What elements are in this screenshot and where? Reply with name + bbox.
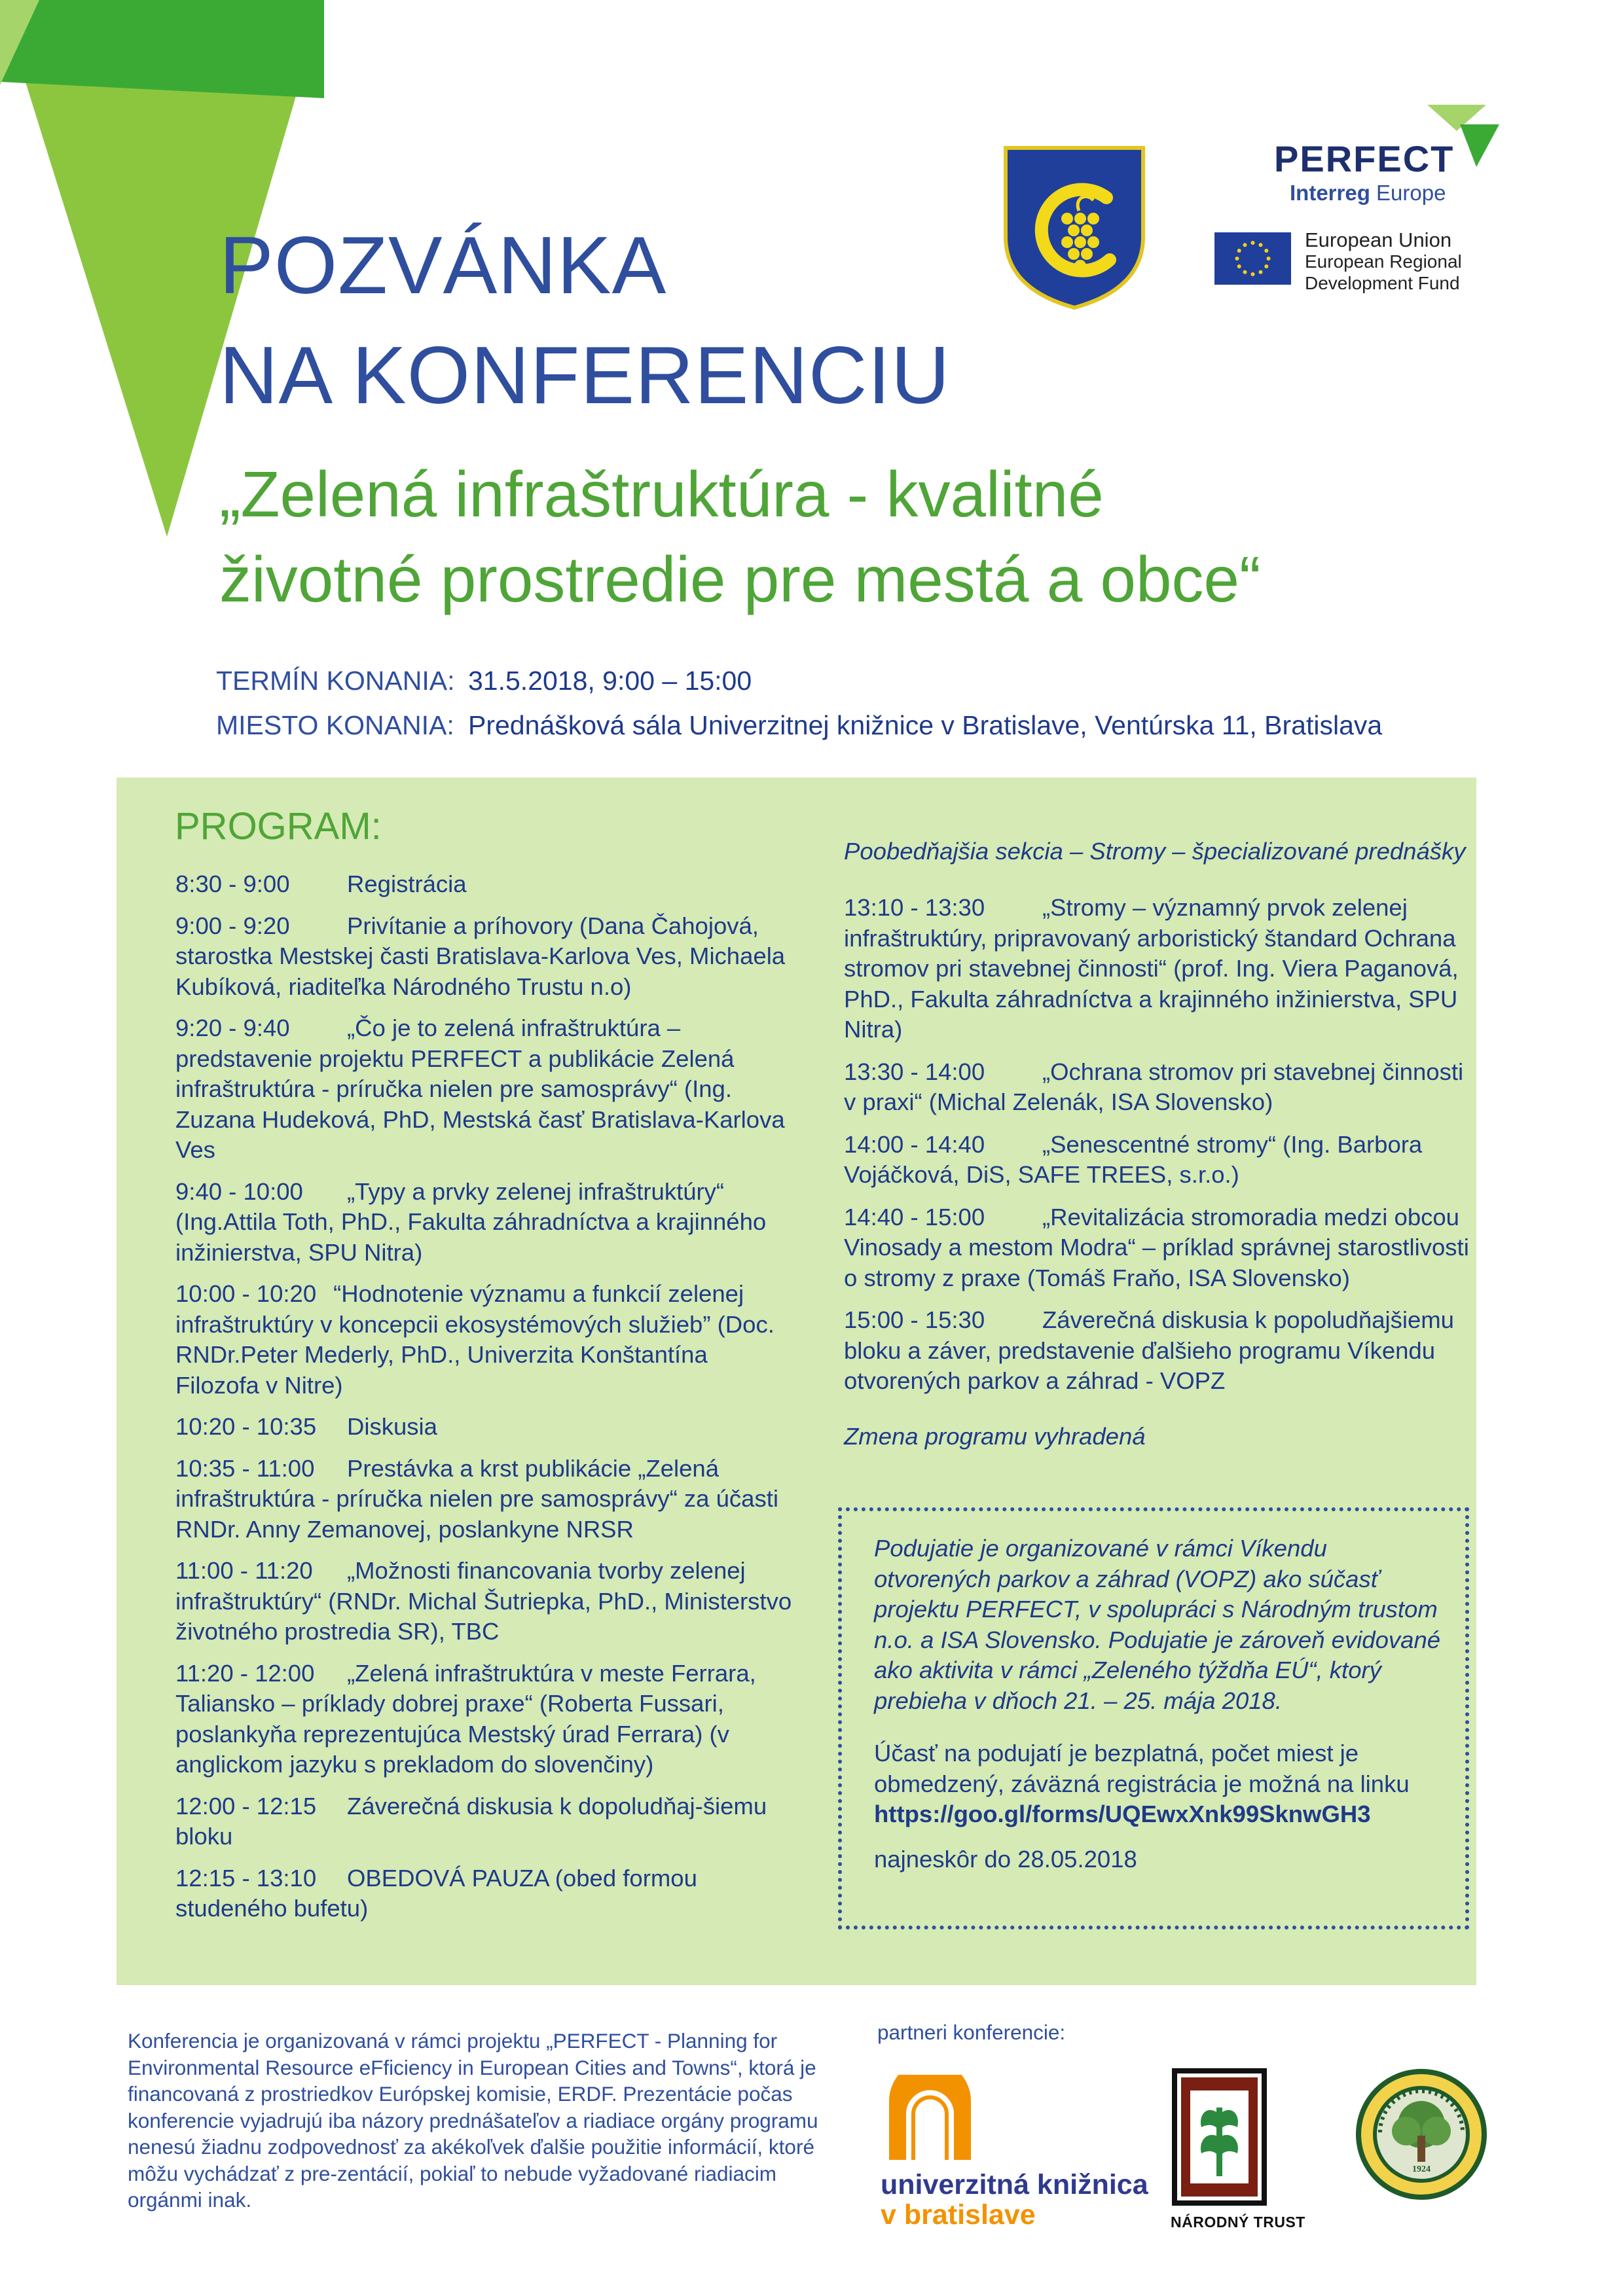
deco-triangle-dark	[0, 0, 324, 98]
agenda-text: „Čo je to zelená infraštruktúra – predstavenie projektu PERFECT a publikácie Zelená infraštruktúra - príručka nielen pre samosprávy“ (Ing. Zuzana Hudeková, PhD, Mestská časť Bratislava-Karlova Ves	[175, 1014, 785, 1163]
agenda-item	[844, 893, 1472, 1045]
program-change-note: Zmena programu vyhradená	[844, 1422, 1146, 1450]
partners-label: partneri konferencie:	[877, 2020, 1066, 2044]
agenda-item	[175, 1013, 797, 1166]
agenda-text: „Revitalizácia stromoradia medzi obcou Vinosady a mestom Modra“ – príklad správnej starostlivosti o stromy z praxe (Tomáš Fraňo, ISA Slovensko)	[844, 1203, 1469, 1291]
narodny-trust-text: NÁRODNÝ TRUST	[1171, 2214, 1305, 2231]
agenda-time: 9:20 - 9:40	[175, 1014, 290, 1041]
library-logo-text	[881, 2170, 1148, 2230]
agenda-text: OBEDOVÁ PAUZA (obed formou studeného bufetu)	[175, 1864, 697, 1922]
interreg-europe-text	[1290, 181, 1446, 206]
eu-line3: Development Fund	[1305, 273, 1460, 293]
afternoon-heading: Poobedňajšia sekcia – Stromy – špecializované prednášky	[844, 838, 1466, 865]
library-logo-icon	[883, 2075, 977, 2163]
agenda-time: 10:20 - 10:35	[175, 1413, 317, 1440]
agenda-item	[175, 1279, 797, 1401]
info-paragraph-1: Podujatie je organizované v rámci Víkendu otvorených parkov a záhrad (VOPZ) ako súčasť projektu PERFECT, v spolupráci s Národným trustom n.o. a ISA Slovensko. Podujatie je zároveň evidované ako aktivita v rámci „Zeleného týždňa EÚ“, ktorý prebieha v dňoch 21. – 25. mája 2018.	[874, 1535, 1441, 1714]
agenda-item	[175, 1556, 797, 1647]
agenda-text: „Možnosti financovania tvorby zelenej infraštruktúry“ (RNDr. Michal Šutriepka, PhD., Ministerstvo životného prostredia SR), TBC	[175, 1557, 792, 1645]
agenda-time: 13:30 - 14:00	[844, 1058, 985, 1085]
agenda-item	[175, 1863, 797, 1924]
agenda-item	[844, 1305, 1472, 1397]
agenda-text: Registrácia	[347, 870, 467, 897]
info-paragraph-2-wrap	[874, 1738, 1450, 1830]
agenda-item	[175, 1454, 797, 1545]
agenda-item	[175, 1177, 797, 1268]
agenda-item	[844, 1202, 1472, 1294]
agenda-item	[175, 911, 797, 1003]
agenda-text: “Hodnotenie významu a funkcií zelenej infraštruktúry v koncepcii ekosystémových služieb” (Doc. RNDr.Peter Mederly, PhD., Univerzita Konštantína Filozofa v Nitre)	[175, 1280, 775, 1399]
conference-subtitle	[219, 452, 1261, 622]
eu-flag-icon	[1214, 232, 1291, 285]
library-line2: v bratislave	[881, 2199, 1036, 2231]
perfect-logo-text: PERFECT	[1274, 138, 1455, 179]
interreg-bold: Interreg	[1290, 181, 1370, 205]
agenda-item	[175, 1791, 797, 1852]
agenda-time: 11:20 - 12:00	[175, 1659, 315, 1687]
agenda-time: 13:10 - 13:30	[844, 894, 985, 921]
agenda-time: 11:00 - 11:20	[175, 1557, 313, 1584]
program-heading: PROGRAM:	[175, 805, 382, 848]
subtitle-line1: „Zelená infraštruktúra - kvalitné	[219, 458, 1104, 530]
agenda-time: 10:35 - 11:00	[175, 1454, 315, 1482]
agenda-time: 9:00 - 9:20	[175, 912, 290, 939]
eu-text	[1305, 229, 1462, 294]
agenda-time: 8:30 - 9:00	[175, 870, 290, 897]
agenda-time: 9:40 - 10:00	[175, 1177, 303, 1205]
eu-line2: European Regional	[1305, 251, 1462, 272]
coat-of-arms-grapes-icon	[1002, 145, 1147, 310]
place-row	[216, 707, 1382, 744]
registration-deadline: najneskôr do 28.05.2018	[874, 1845, 1137, 1873]
footer-disclaimer: Konferencia je organizovaná v rámci projektu „PERFECT - Planning for Environmental Resource eFficiency in European Cities and Towns“, ktorá je financovaná z prostriedkov Európskej komisie, ERDF. Prezentácie počas konferencie vyjadrujú iba názory prednášateľov a riadiace orgány programu nenesú žiadnu zodpovednosť za akékoľvek ďalšie použitie informácií, ktoré môžu vychádzať z pre-zentácií, pokiaľ to nebude vyžadované riadiacim orgánmi inak.	[128, 2029, 818, 2212]
agenda-text: „Senescentné stromy“ (Ing. Barbora Vojáčková, DiS, SAFE TREES, s.r.o.)	[844, 1130, 1423, 1188]
title-line1: POZVÁNKA	[219, 221, 667, 311]
afternoon-agenda	[844, 836, 1472, 1452]
agenda-text: Privítanie a príhovory (Dana Čahojová, starostka Mestskej časti Bratislava-Karlova Ves, Michaela Kubíková, riaditeľka Národného Trustu n.o)	[175, 912, 786, 1000]
agenda-time: 15:00 - 15:30	[844, 1306, 985, 1333]
interreg-rest: Europe	[1370, 181, 1446, 205]
agenda-time: 12:00 - 12:15	[175, 1792, 317, 1820]
agenda-item	[844, 1057, 1472, 1118]
date-label: TERMÍN KONANIA:	[216, 666, 455, 696]
agenda-item	[175, 1412, 797, 1443]
eu-line1: European Union	[1305, 228, 1452, 251]
agenda-text: „Ochrana stromov pri stavebnej činnosti v praxi“ (Michal Zelenák, ISA Slovensko)	[844, 1058, 1464, 1115]
place-value: Prednášková sála Univerzitnej knižnice v Bratislave, Ventúrska 11, Bratislava	[468, 710, 1383, 740]
place-label: MIESTO KONANIA:	[216, 710, 454, 740]
agenda-item	[844, 1130, 1472, 1191]
registration-link[interactable]: https://goo.gl/forms/UQEwxXnk99SknwGH3	[874, 1801, 1371, 1827]
page-title	[219, 211, 950, 431]
agenda-text: „Zelená infraštruktúra v meste Ferrara, Taliansko – príklady dobrej praxe“ (Roberta Fussari, poslankyňa reprezentujúca Mestský úrad Ferrara) (v anglickom jazyku s prekladom do slovenčiny)	[175, 1659, 756, 1778]
agenda-text: „Stromy – významný prvok zelenej infraštruktúry, pripravovaný arboristický štandard Ochrana stromov pri stavebnej činnosti“ (prof. Ing. Viera Paganová, PhD., Fakulta záhradníctva a krajinného inžinierstva, SPU Nitra)	[844, 894, 1459, 1043]
agenda-item	[175, 1659, 797, 1780]
agenda-time: 14:00 - 14:40	[844, 1130, 985, 1158]
agenda-text: Záverečná diskusia k popoludňajšiemu bloku a záver, predstavenie ďalšieho programu Víkendu otvorených parkov a záhrad - VOPZ	[844, 1306, 1454, 1394]
date-row	[216, 662, 752, 699]
agenda-item	[175, 869, 797, 900]
agenda-time: 10:00 - 10:20	[175, 1280, 317, 1307]
info-box	[874, 1534, 1450, 1897]
narodny-trust-logo-icon	[1172, 2068, 1267, 2206]
info-paragraph-2: Účasť na podujatí je bezplatná, počet miest je obmedzený, záväzná registrácia je možná na linku	[874, 1740, 1410, 1797]
isa-seal-icon	[1354, 2067, 1489, 2202]
agenda-text: Záverečná diskusia k dopoludňaj-šiemu bloku	[175, 1792, 767, 1850]
agenda-text: „Typy a prvky zelenej infraštruktúry“ (Ing.Attila Toth, PhD., Fakulta záhradníctva a krajinného inžinierstva, SPU Nitra)	[175, 1177, 767, 1266]
agenda-text: Prestávka a krst publikácie „Zelená infraštruktúra - príručka nielen pre samosprávy“ za účasti RNDr. Anny Zemanovej, poslankyne NRSR	[175, 1454, 778, 1543]
agenda-time: 14:40 - 15:00	[844, 1203, 985, 1230]
library-line1: univerzitná knižnica	[881, 2169, 1148, 2200]
agenda-text: Diskusia	[347, 1413, 437, 1440]
subtitle-line2: životné prostredie pre mestá a obce“	[219, 543, 1261, 615]
isa-year: 1924	[1412, 2164, 1431, 2174]
agenda-time: 12:15 - 13:10	[175, 1864, 317, 1892]
date-value: 31.5.2018, 9:00 – 15:00	[468, 666, 752, 696]
morning-agenda	[175, 869, 797, 1935]
title-line2: NA KONFERENCIU	[219, 331, 951, 421]
